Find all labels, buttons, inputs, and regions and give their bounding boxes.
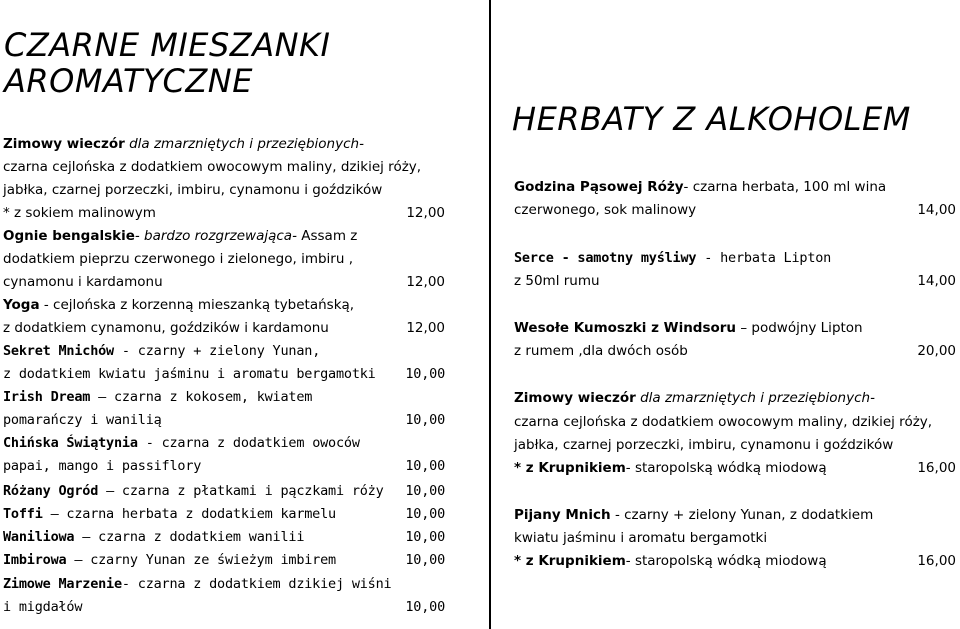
item-price: 16,00 (917, 553, 956, 569)
menu-item-zimowy-wieczor-alkohol (514, 389, 956, 407)
item-name: Irish Dream (3, 389, 91, 405)
menu-item-waniliowa: Waniliowa – czarna z dodatkiem wanilii 10,00 (3, 529, 445, 545)
item-name: Zimowy wieczór (3, 136, 125, 152)
item-name: Zimowy wieczór (514, 390, 636, 406)
item-price: 10,00 (405, 483, 445, 499)
item-name: Pijany Mnich (514, 507, 611, 523)
item-description: cynamonu i kardamonu 12,00 (3, 274, 445, 290)
item-name: Toffi (3, 506, 43, 522)
item-price: 20,00 (917, 343, 956, 359)
item-price: 14,00 (917, 202, 956, 218)
item-description: dodatkiem pieprzu czerwonego i zielonego, imbiru , (3, 251, 353, 267)
item-name: Wesołe Kumoszki z Windsoru (514, 320, 737, 336)
item-price: 10,00 (405, 599, 445, 615)
item-name: Różany Ogród (3, 483, 99, 499)
item-description: i migdałów 10,00 (3, 599, 445, 615)
item-name: * z Krupnikiem (514, 553, 626, 569)
column-divider (489, 0, 491, 629)
right-title: HERBATY Z ALKOHOLEM (512, 100, 911, 138)
item-name: Godzina Pąsowej Róży (514, 179, 684, 195)
item-price: 14,00 (917, 273, 956, 289)
item-price: 10,00 (405, 412, 445, 428)
menu-item-imbirowa: Imbirowa – czarny Yunan ze świeżym imbirem 10,00 (3, 552, 445, 568)
item-name: Serce - samotny myśliwy (514, 250, 697, 266)
item-price: 12,00 (406, 320, 445, 336)
item-name: Waniliowa (3, 529, 75, 545)
item-description: papai, mango i passiflory 10,00 (3, 458, 445, 474)
menu-item-irish-dream: Irish Dream – czarna z kokosem, kwiatem (3, 389, 313, 405)
item-price: 16,00 (917, 460, 956, 476)
menu-item-yoga: Yoga - cejlońska z korzenną mieszanką tybetańską, (3, 297, 355, 313)
item-price: 12,00 (406, 274, 445, 290)
item-subtitle: dla zmarzniętych i przeziębionych- (129, 136, 364, 152)
menu-item-sekret-mnichow: Sekret Mnichów - czarny + zielony Yunan, (3, 343, 321, 359)
menu-item-pijany-mnich: Pijany Mnich - czarny + zielony Yunan, z dodatkiem (514, 507, 874, 523)
item-subtitle: dla zmarzniętych i przeziębionych- (635, 390, 875, 406)
item-description: pomarańczy i wanilią 10,00 (3, 412, 445, 428)
item-price: 10,00 (405, 458, 445, 474)
item-price: 10,00 (405, 529, 445, 545)
item-description: czarna cejlońska z dodatkiem owocowym maliny, dzikiej róży, (514, 414, 933, 430)
left-title-line1: CZARNE MIESZANKI (4, 26, 331, 64)
menu-item-serce: Serce - samotny myśliwy - herbata Lipton (514, 250, 832, 266)
item-description: z dodatkiem kwiatu jaśminu i aromatu bergamotki 10,00 (3, 366, 445, 382)
item-name: * z Krupnikiem (514, 460, 626, 476)
left-title (4, 27, 330, 99)
item-variant-krupnik: * z Krupnikiem- staropolską wódką miodową 16,00 (514, 553, 956, 569)
item-description: czerwonego, sok malinowy 14,00 (514, 202, 956, 218)
item-description: jabłka, czarnej porzeczki, imbiru, cynamonu i goździków (514, 437, 894, 453)
left-title-line2: AROMATYCZNE (4, 62, 253, 100)
item-price: 10,00 (405, 552, 445, 568)
menu-item-zimowe-marzenie: Zimowe Marzenie- czarna z dodatkiem dzikiej wiśni (3, 576, 392, 592)
menu-item-godzina-pasowej-rozy: Godzina Pąsowej Róży- czarna herbata, 100 ml wina (514, 179, 887, 195)
menu-item-zimowy-wieczor (3, 135, 445, 153)
item-description: czarna cejlońska z dodatkiem owocowym maliny, dzikiej róży, (3, 159, 422, 175)
item-name: Imbirowa (3, 552, 67, 568)
item-name: Sekret Mnichów (3, 343, 114, 359)
item-name: Ognie bengalskie (3, 228, 135, 244)
item-subtitle: - bardzo rozgrzewająca- (134, 228, 297, 244)
menu-item-rozany-ogrod: Różany Ogród – czarna z płatkami i pączkami róży 10,00 (3, 483, 445, 499)
item-description: jabłka, czarnej porzeczki, imbiru, cynamonu i goździków (3, 182, 383, 198)
item-price: 10,00 (405, 506, 445, 522)
item-description: kwiatu jaśminu i aromatu bergamotki (514, 530, 768, 546)
item-description: z 50ml rumu 14,00 (514, 273, 956, 289)
item-description: * z sokiem malinowym 12,00 (3, 205, 445, 221)
item-name: Yoga (3, 297, 40, 313)
item-description: z dodatkiem cynamonu, goździków i kardamonu 12,00 (3, 320, 445, 336)
item-name: Chińska Świątynia (3, 435, 138, 451)
item-price: 10,00 (405, 366, 445, 382)
menu-item-toffi: Toffi – czarna herbata z dodatkiem karmelu 10,00 (3, 506, 445, 522)
item-name: Zimowe Marzenie (3, 576, 122, 592)
menu-item-ognie-bengalskie: Ognie bengalskie- bardzo rozgrzewająca- Assam z (3, 228, 358, 244)
menu-item-wesole-kumoszki: Wesołe Kumoszki z Windsoru – podwójny Lipton (514, 320, 863, 336)
item-price: 12,00 (406, 205, 445, 221)
item-variant-krupnik: * z Krupnikiem- staropolską wódką miodową 16,00 (514, 460, 956, 476)
menu-item-chinska-swiatynia: Chińska Świątynia - czarna z dodatkiem owoców (3, 435, 360, 451)
item-description: z rumem ,dla dwóch osób 20,00 (514, 343, 956, 359)
